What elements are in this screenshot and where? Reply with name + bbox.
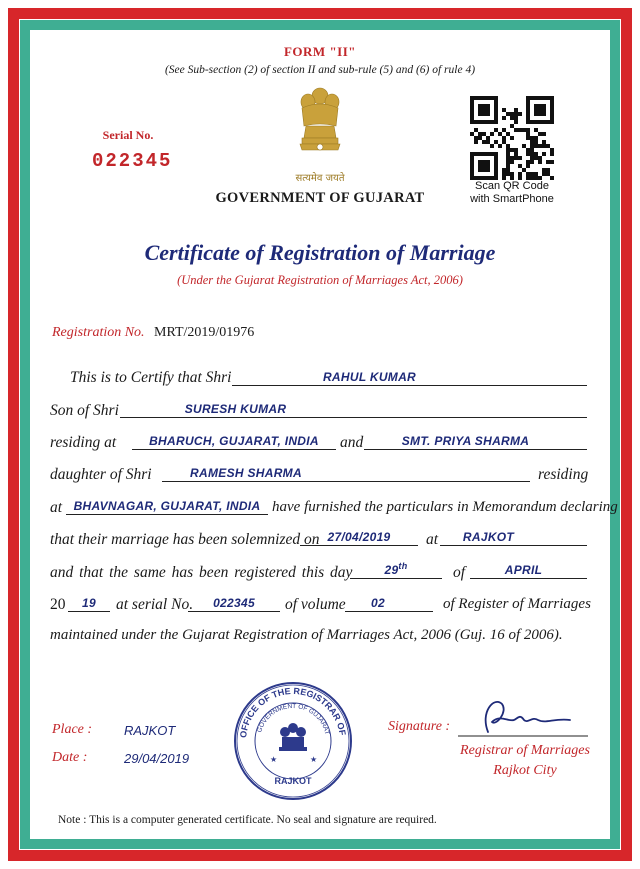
reg-day-number: 29 — [384, 563, 399, 577]
qr-caption-line2: with SmartPhone — [470, 193, 554, 205]
text-residing-at: residing at — [50, 434, 117, 451]
seal-emblem-icon — [279, 723, 307, 751]
reg-day-field — [350, 560, 442, 579]
computer-generated-note: Note : This is a computer generated certificate. No seal and signature are required. — [58, 814, 437, 826]
text-year-prefix: 20 — [50, 596, 66, 613]
serial-label: Serial No. — [102, 128, 154, 142]
svg-text:★: ★ — [310, 755, 318, 764]
reg-month-field — [470, 560, 587, 579]
serial-no: 022345 — [213, 596, 255, 610]
certificate-subtitle: (Under the Gujarat Registration of Marriages Act, 2006) — [177, 273, 463, 287]
emblem-motto: सत्यमेव जयते — [295, 173, 345, 184]
qr-caption-line1: Scan QR Code — [475, 180, 549, 192]
registration-label: Registration No. — [52, 325, 145, 340]
wife-name: SMT. PRIYA SHARMA — [401, 434, 530, 448]
husband-name: RAHUL KUMAR — [322, 370, 417, 384]
serial-number: 022345 — [92, 150, 173, 172]
seal-top-text: OFFICE OF THE REGISTRAR OF — [238, 685, 348, 739]
husband-father: SURESH KUMAR — [184, 402, 287, 416]
date-label: Date : — [52, 750, 88, 765]
text-at: at — [50, 499, 63, 516]
certificate-title: Certificate of Registration of Marriage — [144, 240, 496, 265]
place-value: RAJKOT — [124, 723, 176, 738]
seal-bottom-text: RAJKOT — [274, 776, 312, 786]
text-maintained: maintained under the Gujarat Registration of Marriages Act, 2006 (Guj. 16 of 2006). — [50, 627, 563, 643]
registration-number: MRT/2019/01976 — [154, 325, 255, 340]
marriage-date-field — [300, 527, 418, 546]
text-of: of — [453, 564, 466, 581]
reg-year: 19 — [82, 596, 96, 610]
text-register: of Register of Marriages — [443, 596, 591, 612]
serial-no-field — [188, 593, 280, 612]
reg-year-field — [68, 593, 110, 612]
registrar-title: Registrar of Marriages — [460, 743, 590, 758]
registrar-city: Rajkot City — [493, 763, 557, 778]
text-and: and — [340, 434, 364, 451]
reg-month: APRIL — [504, 563, 543, 577]
husband-address-field — [132, 431, 336, 450]
government-name: GOVERNMENT OF GUJARAT — [215, 190, 425, 206]
qr-caption — [460, 180, 564, 206]
text-volume: of volume — [285, 596, 346, 613]
reg-day — [350, 561, 442, 577]
text-certify: This is to Certify that Shri — [70, 369, 232, 386]
text-furnished: have furnished the particulars in Memorandum declaring — [272, 499, 618, 515]
husband-name-field — [232, 367, 587, 386]
marriage-place: RAJKOT — [462, 530, 515, 544]
volume: 02 — [371, 596, 385, 610]
place-label: Place : — [52, 722, 93, 737]
text-residing: residing — [538, 466, 589, 483]
form-title: FORM "II" — [283, 44, 356, 59]
volume-field — [345, 593, 433, 612]
wife-father: RAMESH SHARMA — [190, 466, 302, 480]
national-emblem-icon — [288, 86, 352, 178]
text-at-2: at — [426, 531, 439, 548]
svg-text:★: ★ — [270, 755, 278, 764]
signature-mark — [458, 692, 588, 738]
text-son-of: Son of Shri — [50, 402, 119, 419]
text-daughter-of: daughter of Shri — [50, 466, 152, 483]
seal-inner-text: GOVERNMENT OF GUJARAT — [256, 702, 331, 736]
text-solemnized: that their marriage has been solemnized on — [50, 531, 320, 548]
form-subtitle: (See Sub-section (2) of section II and sub-rule (5) and (6) of rule 4) — [164, 64, 476, 76]
wife-address: BHAVNAGAR, GUJARAT, INDIA — [73, 499, 261, 513]
reg-day-suffix: th — [398, 561, 408, 571]
husband-father-field — [120, 399, 587, 418]
wife-father-field — [162, 463, 530, 482]
husband-address: BHARUCH, GUJARAT, INDIA — [149, 434, 319, 448]
qr-code[interactable] — [470, 96, 554, 180]
text-registered: and that the same has been registered this day — [50, 564, 353, 581]
signature-label: Signature : — [388, 719, 451, 734]
marriage-place-field — [440, 527, 587, 546]
date-value: 29/04/2019 — [124, 751, 190, 766]
wife-address-field — [66, 496, 268, 515]
text-serial-no: at serial No. — [116, 596, 194, 613]
wife-name-field — [364, 431, 587, 450]
marriage-date: 27/04/2019 — [327, 530, 391, 544]
registrar-seal — [232, 680, 354, 802]
